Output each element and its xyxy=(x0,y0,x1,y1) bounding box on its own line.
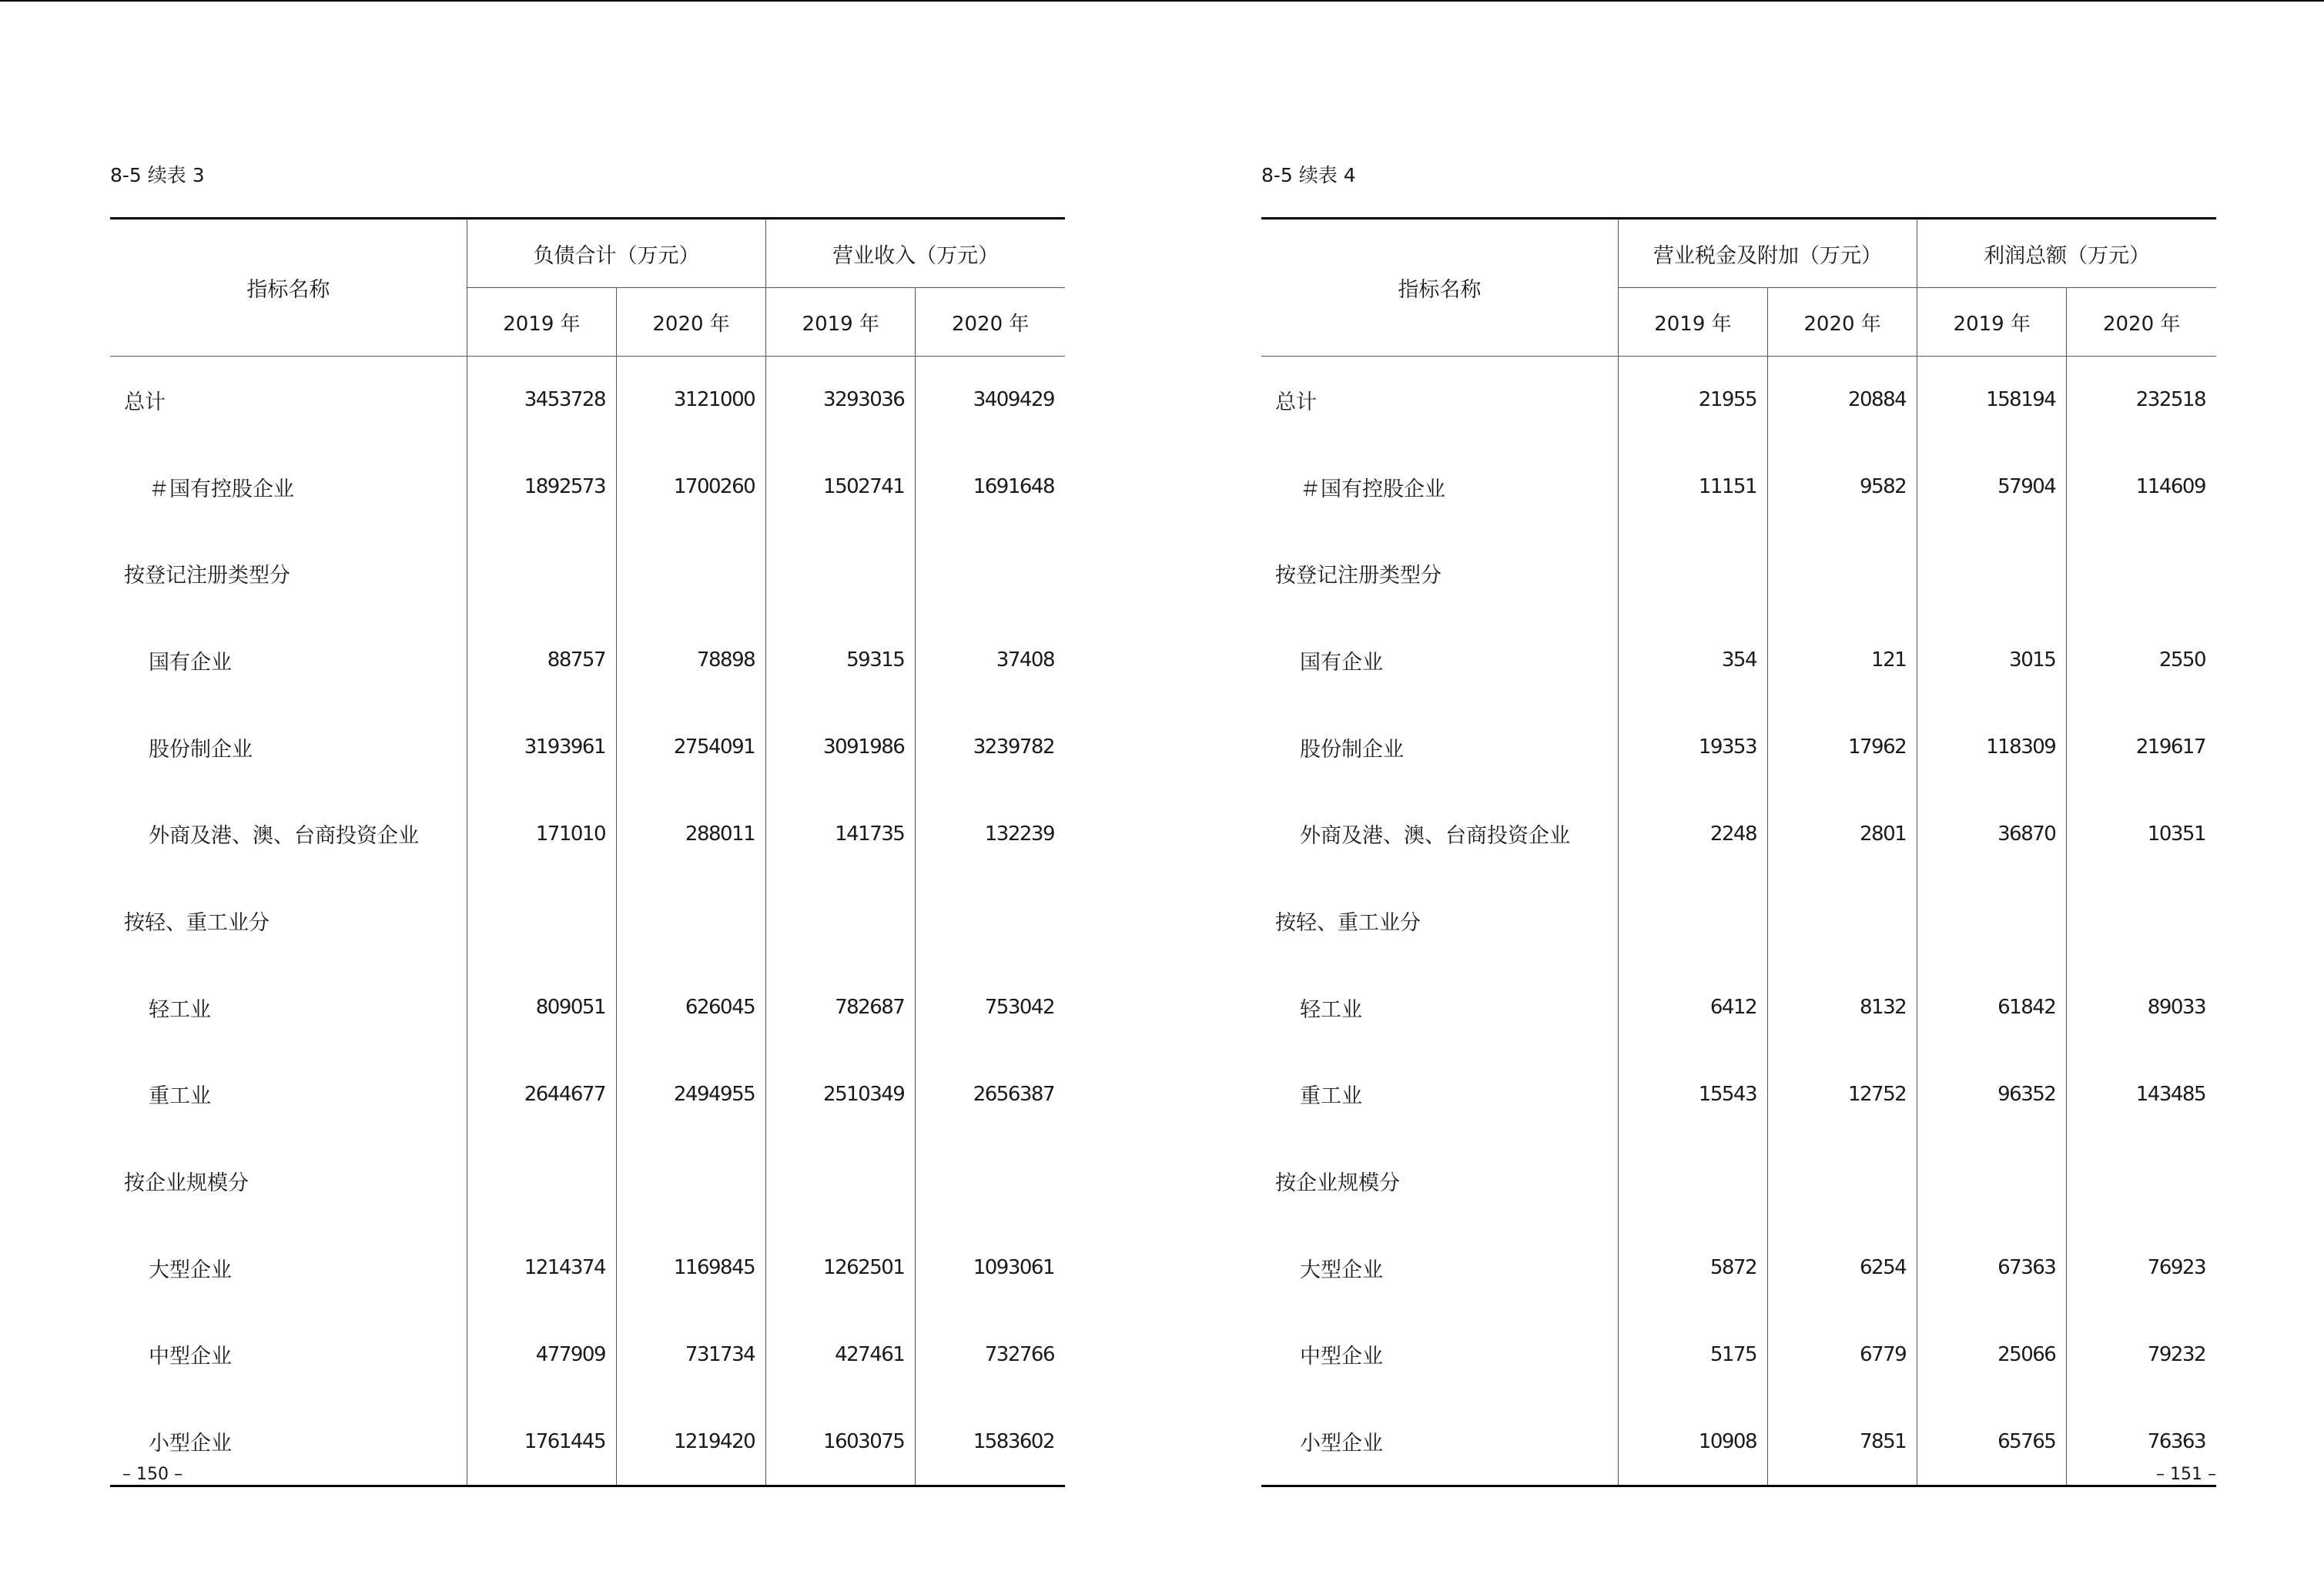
row-label: 按企业规模分 xyxy=(124,1171,249,1196)
group-header-business-tax: 营业税金及附加（万元） xyxy=(1618,219,1917,288)
cell-value: 219617 xyxy=(2067,704,2216,791)
table-row xyxy=(110,1051,1065,1138)
cell-value xyxy=(766,1137,916,1225)
cell-value xyxy=(1917,1137,2067,1225)
cell-value xyxy=(1618,1137,1767,1225)
indicator-name-header: 指标名称 xyxy=(1261,219,1618,357)
cell-value: 19353 xyxy=(1618,704,1767,791)
cell-value: 3091986 xyxy=(766,704,916,791)
year-header: 2019 年 xyxy=(1917,288,2067,357)
row-label: 轻工业 xyxy=(1300,997,1362,1022)
year-header: 2020 年 xyxy=(1768,288,1917,357)
cell-value: 59315 xyxy=(766,617,916,704)
row-label: 按轻、重工业分 xyxy=(1275,910,1421,935)
cell-value: 79232 xyxy=(2067,1312,2216,1399)
year-header: 2020 年 xyxy=(617,288,766,357)
year-header: 2019 年 xyxy=(467,288,616,357)
cell-value: 3453728 xyxy=(467,357,616,444)
cell-value: 782687 xyxy=(766,964,916,1051)
cell-value: 78898 xyxy=(617,617,766,704)
cell-value: 1093061 xyxy=(916,1225,1065,1312)
cell-value: 809051 xyxy=(467,964,616,1051)
statistics-table xyxy=(110,217,1065,1487)
row-label: 小型企业 xyxy=(110,1398,467,1486)
page-number: – 151 – xyxy=(2156,1465,2216,1484)
cell-value: 288011 xyxy=(617,790,766,877)
row-label: 国有企业 xyxy=(1300,650,1383,675)
cell-value: 626045 xyxy=(617,964,766,1051)
cell-value: 477909 xyxy=(467,1312,616,1399)
cell-value: 171010 xyxy=(467,790,616,877)
cell-value: 1169845 xyxy=(617,1225,766,1312)
year-header: 2020 年 xyxy=(916,288,1065,357)
year-header: 2019 年 xyxy=(766,288,916,357)
cell-value: 89033 xyxy=(2067,964,2216,1051)
row-label: 按轻、重工业分 xyxy=(124,910,270,935)
cell-value: 427461 xyxy=(766,1312,916,1399)
cell-value: 1262501 xyxy=(766,1225,916,1312)
cell-value: 2248 xyxy=(1618,790,1767,877)
cell-value: 88757 xyxy=(467,617,616,704)
statistics-table xyxy=(1261,217,2216,1487)
cell-value: 11151 xyxy=(1618,444,1767,531)
table-row xyxy=(1261,877,2216,964)
table-row xyxy=(1261,617,2216,704)
cell-value xyxy=(617,877,766,964)
cell-value: 5175 xyxy=(1618,1312,1767,1399)
cell-value: 1892573 xyxy=(467,444,616,531)
table-row xyxy=(1261,1312,2216,1399)
cell-value: 3293036 xyxy=(766,357,916,444)
cell-value: 731734 xyxy=(617,1312,766,1399)
cell-value: 158194 xyxy=(1917,357,2067,444)
indicator-name-header: 指标名称 xyxy=(110,219,467,357)
cell-value: 61842 xyxy=(1917,964,2067,1051)
row-label: 股份制企业 xyxy=(1300,737,1404,762)
cell-value: 753042 xyxy=(916,964,1065,1051)
table-row xyxy=(110,704,1065,791)
row-label: 小型企业 xyxy=(1261,1398,1618,1486)
cell-value xyxy=(916,877,1065,964)
cell-value xyxy=(1618,877,1767,964)
row-label: 大型企业 xyxy=(1300,1258,1383,1282)
table-row xyxy=(110,1225,1065,1312)
row-label: 中型企业 xyxy=(149,1345,232,1369)
cell-value xyxy=(2067,1137,2216,1225)
cell-value xyxy=(1618,530,1767,617)
cell-value: 3409429 xyxy=(916,357,1065,444)
row-label: 总计 xyxy=(124,390,166,414)
cell-value: 114609 xyxy=(2067,444,2216,531)
cell-value: 121 xyxy=(1768,617,1917,704)
cell-value xyxy=(2067,877,2216,964)
row-label: 大型企业 xyxy=(149,1258,232,1282)
cell-value: 10908 xyxy=(1618,1398,1767,1486)
cell-value xyxy=(916,1137,1065,1225)
cell-value: 67363 xyxy=(1917,1225,2067,1312)
cell-value: 141735 xyxy=(766,790,916,877)
year-header: 2019 年 xyxy=(1618,288,1767,357)
cell-value: 1700260 xyxy=(617,444,766,531)
table-row xyxy=(1261,357,2216,444)
cell-value: 12752 xyxy=(1768,1051,1917,1138)
cell-value: 96352 xyxy=(1917,1051,2067,1138)
cell-value: 21955 xyxy=(1618,357,1767,444)
cell-value: 1583602 xyxy=(916,1398,1065,1486)
table-row xyxy=(110,617,1065,704)
cell-value: 1214374 xyxy=(467,1225,616,1312)
row-label: ＃国有控股企业 xyxy=(149,477,294,501)
cell-value: 9582 xyxy=(1768,444,1917,531)
row-label: 外商及港、澳、台商投资企业 xyxy=(1300,824,1570,849)
cell-value: 15543 xyxy=(1618,1051,1767,1138)
table-row xyxy=(110,1137,1065,1225)
cell-value: 1502741 xyxy=(766,444,916,531)
cell-value: 2656387 xyxy=(916,1051,1065,1138)
page-number: – 150 – xyxy=(122,1465,183,1484)
table-row xyxy=(110,790,1065,877)
table-row xyxy=(1261,704,2216,791)
right-page xyxy=(1261,0,2216,1588)
cell-value: 1691648 xyxy=(916,444,1065,531)
row-label: 股份制企业 xyxy=(149,737,253,762)
table-row xyxy=(1261,530,2216,617)
cell-value: 232518 xyxy=(2067,357,2216,444)
row-label: 总计 xyxy=(1275,390,1317,414)
group-header-liabilities: 负债合计（万元） xyxy=(467,219,765,288)
table-row xyxy=(1261,790,2216,877)
row-label: 按企业规模分 xyxy=(1275,1171,1400,1196)
cell-value: 3239782 xyxy=(916,704,1065,791)
cell-value: 354 xyxy=(1618,617,1767,704)
row-label: 按登记注册类型分 xyxy=(1275,564,1442,588)
cell-value: 37408 xyxy=(916,617,1065,704)
cell-value: 7851 xyxy=(1768,1398,1917,1486)
row-label: 中型企业 xyxy=(1300,1345,1383,1369)
table-row xyxy=(1261,444,2216,531)
cell-value: 1603075 xyxy=(766,1398,916,1486)
cell-value: 57904 xyxy=(1917,444,2067,531)
table-row xyxy=(110,357,1065,444)
table-row xyxy=(1261,964,2216,1051)
cell-value xyxy=(1768,877,1917,964)
cell-value: 36870 xyxy=(1917,790,2067,877)
year-header: 2020 年 xyxy=(2067,288,2216,357)
cell-value: 2510349 xyxy=(766,1051,916,1138)
cell-value xyxy=(1917,530,2067,617)
table-row xyxy=(110,444,1065,531)
cell-value: 5872 xyxy=(1618,1225,1767,1312)
cell-value: 118309 xyxy=(1917,704,2067,791)
cell-value: 2801 xyxy=(1768,790,1917,877)
cell-value xyxy=(916,530,1065,617)
cell-value: 3121000 xyxy=(617,357,766,444)
table-row xyxy=(110,1312,1065,1399)
row-label: 按登记注册类型分 xyxy=(124,564,290,588)
cell-value xyxy=(467,877,616,964)
table-title: 8-5 续表 3 xyxy=(110,164,205,186)
group-header-total-profit: 利润总额（万元） xyxy=(1917,219,2216,288)
cell-value: 2550 xyxy=(2067,617,2216,704)
table-row xyxy=(1261,1051,2216,1138)
cell-value: 76923 xyxy=(2067,1225,2216,1312)
cell-value: 2494955 xyxy=(617,1051,766,1138)
table-row xyxy=(110,530,1065,617)
row-label: 重工业 xyxy=(149,1084,211,1109)
row-label: 重工业 xyxy=(1300,1084,1362,1109)
group-header-revenue: 营业收入（万元） xyxy=(766,219,1065,288)
table-row xyxy=(1261,1137,2216,1225)
table-row xyxy=(110,877,1065,964)
cell-value: 3015 xyxy=(1917,617,2067,704)
cell-value xyxy=(617,1137,766,1225)
cell-value: 65765 xyxy=(1917,1398,2067,1486)
cell-value: 132239 xyxy=(916,790,1065,877)
cell-value: 76363 xyxy=(2067,1398,2216,1486)
row-label: ＃国有控股企业 xyxy=(1300,477,1445,501)
cell-value xyxy=(1768,530,1917,617)
table-row xyxy=(1261,1398,2216,1486)
cell-value xyxy=(1768,1137,1917,1225)
cell-value xyxy=(766,530,916,617)
cell-value: 3193961 xyxy=(467,704,616,791)
cell-value: 2754091 xyxy=(617,704,766,791)
table-title: 8-5 续表 4 xyxy=(1261,164,1356,186)
cell-value xyxy=(617,530,766,617)
cell-value: 1761445 xyxy=(467,1398,616,1486)
cell-value: 6412 xyxy=(1618,964,1767,1051)
cell-value xyxy=(1917,877,2067,964)
table-row xyxy=(1261,1225,2216,1312)
cell-value: 6254 xyxy=(1768,1225,1917,1312)
row-label: 国有企业 xyxy=(149,650,232,675)
table-row xyxy=(110,1398,1065,1486)
cell-value: 8132 xyxy=(1768,964,1917,1051)
cell-value: 17962 xyxy=(1768,704,1917,791)
cell-value xyxy=(467,1137,616,1225)
row-label: 外商及港、澳、台商投资企业 xyxy=(149,824,419,849)
table-row xyxy=(110,964,1065,1051)
row-label: 轻工业 xyxy=(149,997,211,1022)
left-page xyxy=(110,0,1065,1588)
cell-value: 6779 xyxy=(1768,1312,1917,1399)
cell-value: 25066 xyxy=(1917,1312,2067,1399)
cell-value: 1219420 xyxy=(617,1398,766,1486)
cell-value: 2644677 xyxy=(467,1051,616,1138)
cell-value xyxy=(766,877,916,964)
cell-value: 10351 xyxy=(2067,790,2216,877)
cell-value: 143485 xyxy=(2067,1051,2216,1138)
cell-value: 732766 xyxy=(916,1312,1065,1399)
cell-value xyxy=(2067,530,2216,617)
cell-value: 20884 xyxy=(1768,357,1917,444)
cell-value xyxy=(467,530,616,617)
